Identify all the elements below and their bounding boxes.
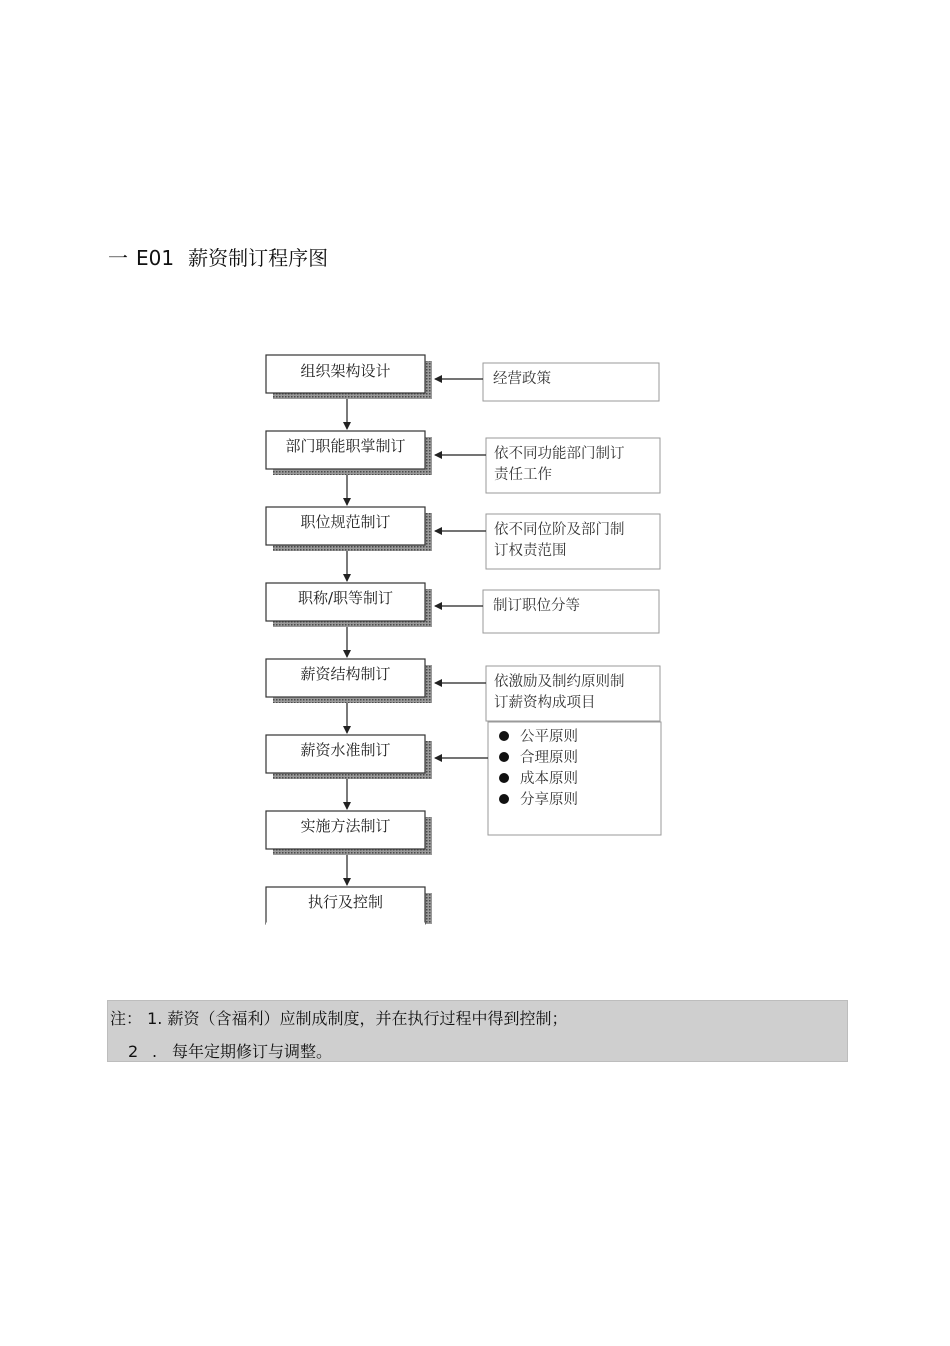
input-5-line-1: 依激励及制约原则制 xyxy=(494,674,625,690)
principles-box xyxy=(488,722,661,835)
step-5-label: 薪资结构制订 xyxy=(300,665,391,683)
principle-3: 成本原则 xyxy=(520,771,578,787)
input-2-line-2: 责任工作 xyxy=(494,467,552,483)
input-3 xyxy=(486,514,660,569)
step-2-label: 部门职能职掌制订 xyxy=(285,437,406,455)
step-3 xyxy=(266,507,432,551)
input-1 xyxy=(483,363,659,401)
step-7-label: 实施方法制订 xyxy=(300,817,391,835)
step-6 xyxy=(266,735,432,779)
principle-4: 分享原则 xyxy=(520,792,578,808)
note-line-1 xyxy=(110,1006,567,1029)
note-item-1-number: 1. xyxy=(147,1009,163,1028)
step-8-label: 执行及控制 xyxy=(307,893,384,911)
title-code: E01 xyxy=(136,246,175,270)
input-connectors xyxy=(435,379,488,758)
bullet-icon xyxy=(499,752,509,762)
step-3-label: 职位规范制订 xyxy=(300,513,391,531)
principle-2: 合理原则 xyxy=(520,750,578,766)
bullet-icon xyxy=(499,731,509,741)
note-item-2-number: 2 xyxy=(128,1042,139,1061)
step-4 xyxy=(266,583,432,627)
title-dash: 一 xyxy=(108,246,128,270)
step-5 xyxy=(266,659,432,703)
input-5 xyxy=(486,666,660,721)
note-item-1-text: 薪资（含福利）应制成制度，并在执行过程中得到控制； xyxy=(167,1009,568,1028)
step-1-label: 组织架构设计 xyxy=(300,362,391,380)
step-7 xyxy=(266,811,432,855)
input-4-line-1: 制订职位分等 xyxy=(493,598,580,614)
title-text: 薪资制订程序图 xyxy=(188,246,329,270)
note-label: 注： xyxy=(110,1009,143,1028)
input-3-line-2: 订权责范围 xyxy=(494,543,567,559)
bullet-icon xyxy=(499,773,509,783)
note-line-2 xyxy=(128,1039,332,1062)
note-item-2-dot: . xyxy=(152,1042,158,1061)
input-2-line-1: 依不同功能部门制订 xyxy=(494,446,625,462)
bullet-icon xyxy=(499,794,509,804)
input-2 xyxy=(486,438,660,493)
input-4 xyxy=(483,590,659,633)
step-2 xyxy=(266,431,432,475)
step-1 xyxy=(266,355,432,399)
input-3-line-1: 依不同位阶及部门制 xyxy=(494,522,625,538)
input-1-line-1: 经营政策 xyxy=(493,371,551,387)
note-item-2-text: 每年定期修订与调整。 xyxy=(172,1042,333,1061)
principle-1: 公平原则 xyxy=(520,729,578,745)
step-6-label: 薪资水准制订 xyxy=(300,741,391,759)
step-8 xyxy=(266,887,432,924)
step-4-label: 职称/职等制订 xyxy=(297,589,394,607)
input-5-line-2: 订薪资构成项目 xyxy=(494,695,596,711)
note-box xyxy=(107,1000,848,1062)
